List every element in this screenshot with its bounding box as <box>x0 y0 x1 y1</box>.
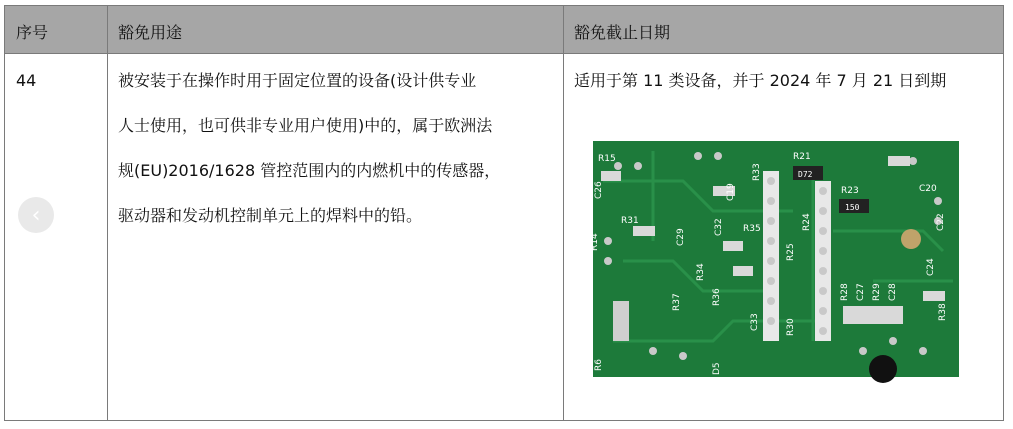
pcb-label: R30 <box>786 318 796 336</box>
pcb-label: R35 <box>743 224 761 234</box>
pcb-label: D5 <box>712 362 722 375</box>
usage-line: 规(EU)2016/1628 管控范围内的内燃机中的传感器， <box>118 161 501 180</box>
pcb-label: R34 <box>696 263 706 281</box>
pcb-label: C33 <box>750 313 760 331</box>
scroll-left-button[interactable] <box>18 197 54 233</box>
pcb-label: C24 <box>926 258 936 276</box>
header-usage: 豁免用途 <box>118 23 183 42</box>
column-divider <box>563 6 564 420</box>
pcb-label: R15 <box>598 154 616 164</box>
pcb-label: R33 <box>752 163 762 181</box>
row-number: 44 <box>16 71 37 90</box>
pcb-label: R36 <box>712 288 722 306</box>
pcb-label: C29 <box>676 228 686 246</box>
pcb-label: R6 <box>594 359 604 371</box>
pcb-label: R24 <box>802 213 812 231</box>
pcb-label: C27 <box>856 283 866 301</box>
pcb-label: C19 <box>726 183 736 201</box>
pcb-photo <box>590 141 959 377</box>
pcb-label: C22 <box>936 213 946 231</box>
pcb-label: C32 <box>714 218 724 236</box>
pcb-label: R38 <box>938 303 948 321</box>
header-no: 序号 <box>16 23 49 42</box>
pcb-label: C26 <box>594 181 604 199</box>
pcb-label: R28 <box>840 283 850 301</box>
column-divider <box>107 6 108 420</box>
usage-text <box>118 58 558 238</box>
pcb-label: R31 <box>621 216 639 226</box>
usage-line: 被安装于在操作时用于固定位置的设备(设计供专业 <box>118 71 477 90</box>
pcb-label: C20 <box>919 184 937 194</box>
usage-line: 人士使用，也可供非专业用户使用)中的，属于欧洲法 <box>118 116 493 135</box>
resistor-marking: D72 <box>798 170 813 179</box>
chevron-left-icon: ‹ <box>31 202 41 228</box>
pcb-label: R25 <box>786 243 796 261</box>
header-deadline: 豁免截止日期 <box>574 23 671 42</box>
pcb-label: R29 <box>872 283 882 301</box>
pcb-label: R21 <box>793 152 811 162</box>
usage-line: 驱动器和发动机控制单元上的焊料中的铅。 <box>118 206 423 225</box>
deadline-text: 适用于第 11 类设备，并于 2024 年 7 月 21 日到期 <box>574 71 947 90</box>
pcb-label: C28 <box>888 283 898 301</box>
pcb-label: R14 <box>590 233 600 251</box>
pcb-label: R23 <box>841 186 859 196</box>
resistor-marking: 150 <box>845 203 860 212</box>
pcb-label: R37 <box>672 293 682 311</box>
